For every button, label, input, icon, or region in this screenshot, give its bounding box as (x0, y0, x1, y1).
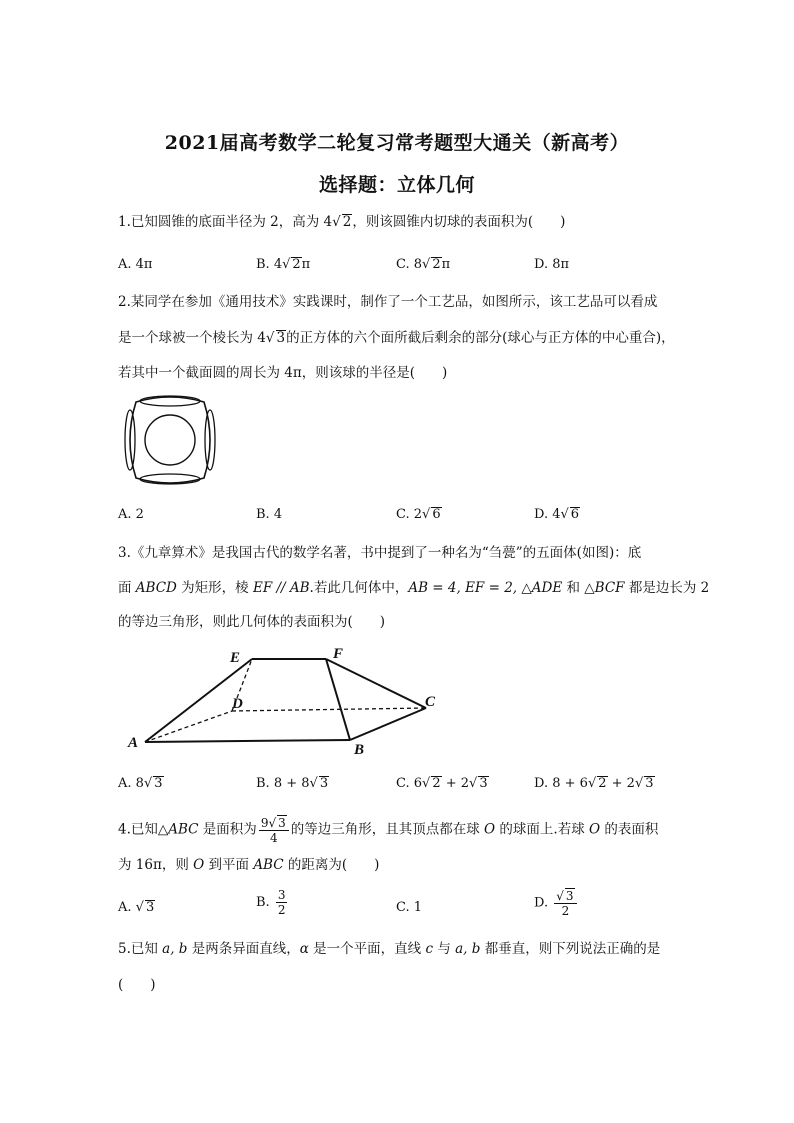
q4-l1-g: O (589, 821, 601, 838)
q2-option-d[interactable]: D. 4√ 6 (534, 507, 580, 522)
q4-option-b-pre: B. (256, 895, 274, 910)
q3-option-c[interactable]: C. 6√ 2 + 2√ 3 (396, 776, 488, 791)
q3-l2-d: EF // AB (252, 580, 310, 596)
q4-option-d-pre: D. (534, 895, 553, 911)
q1-stem-pre: 1.已知圆锥的底面半径为 2，高为 4 (118, 214, 333, 230)
q3-option-d-mid: + 2 (607, 776, 635, 791)
q1-option-b-pre: B. 4 (256, 257, 283, 272)
q2-option-c[interactable]: C. 2√ 6 (396, 507, 441, 522)
q4-l2-d: ABC (253, 857, 284, 873)
q5-l1-d: α (299, 941, 309, 957)
q3-stem-line3: 的等边三角形，则此几何体的表面积为( ) (118, 614, 386, 630)
edge-ad-hidden (145, 711, 232, 742)
q3-option-a[interactable]: A. 8√ 3 (118, 776, 163, 791)
q1-option-a[interactable]: A. 4π (118, 257, 153, 272)
edge-fc (326, 659, 426, 708)
q1-option-b[interactable]: B. 4√ 2π (256, 257, 311, 272)
q2-line2-pre: 是一个球被一个棱长为 4 (118, 330, 266, 346)
q4-option-d[interactable] (534, 888, 579, 918)
q2-option-d-pre: D. 4 (534, 507, 561, 522)
q4-fraction-num: 9√ 3 (259, 815, 289, 831)
q4-stem-line2 (118, 855, 379, 875)
q4-frac-radicand: 3 (278, 816, 286, 830)
q5-l1-a: 5.已知 (118, 941, 163, 957)
q1-option-c-pre: C. 8 (396, 257, 423, 272)
edge-fb (326, 659, 350, 740)
q3-option-d-radicand1: 2 (598, 776, 607, 791)
q3-option-d-pre: D. 8 + 6 (534, 776, 588, 791)
q4-l1-f: 的球面上.若球 (495, 821, 589, 838)
q1-stem: 1.已知圆锥的底面半径为 2，高为 4√ 2，则该圆锥内切球的表面积为( ) (118, 214, 566, 230)
q5-l1-h: a, b (455, 941, 481, 957)
q4-l1-h: 的表面积 (600, 821, 659, 838)
q2-option-c-radicand: 6 (432, 507, 441, 522)
q3-stem-line1: 3.《九章算术》是我国古代的数学名著，书中提到了一种名为“刍甍”的五面体(如图)：底 (118, 545, 642, 561)
q3-option-a-pre: A. 8 (118, 776, 144, 791)
q1-radicand: 2 (342, 214, 352, 230)
q3-option-c-radicand1: 2 (432, 776, 441, 791)
q1-option-b-radicand: 2 (292, 257, 301, 272)
q3-stem-line2 (118, 578, 709, 598)
q3-l2-b: ABCD (135, 580, 177, 596)
q1-option-b-post: π (301, 257, 311, 272)
q3-option-c-radicand2: 3 (479, 776, 488, 791)
q4-fraction-den: 4 (269, 831, 278, 845)
q4-l2-a: 为 16π，则 (118, 857, 194, 873)
q5-l1-b: a, b (162, 941, 188, 957)
label-c: C (425, 694, 436, 710)
q4-l1-b: ABC (168, 821, 199, 838)
q3-option-c-pre: C. 6 (396, 776, 423, 791)
label-b: B (354, 742, 365, 758)
q1-option-c-radicand: 2 (432, 257, 441, 272)
q4-option-b[interactable] (256, 888, 289, 917)
label-e: E (230, 650, 241, 666)
q4-l2-e: 的距离为( ) (283, 857, 380, 873)
q4-l1-e: O (484, 821, 496, 838)
q4-option-d-fraction (554, 888, 576, 918)
q1-option-c[interactable]: C. 8√ 2π (396, 257, 451, 272)
q4-option-c[interactable]: C. 1 (396, 900, 423, 915)
edge-ab (145, 740, 350, 742)
q4-option-b-fraction (276, 888, 288, 917)
q3-l2-c: 为矩形，棱 (176, 580, 253, 596)
q4-option-b-den: 2 (277, 903, 286, 917)
label-a: A (128, 735, 139, 751)
q2-option-c-pre: C. 2 (396, 507, 423, 522)
q4-option-a-radicand: 3 (145, 900, 155, 915)
q3-option-d-radicand2: 3 (645, 776, 654, 791)
q2-stem-line2: 是一个球被一个棱长为 4√ 3的正方体的六个面所截后剩余的部分(球心与正方体的中心重合)， (118, 330, 675, 346)
q3-option-d[interactable]: D. 8 + 6√ 2 + 2√ 3 (534, 776, 654, 791)
q4-l1-d: 的等边三角形，且其顶点都在球 (290, 821, 485, 838)
q4-frac-num-coef: 9 (260, 816, 269, 830)
q2-stem-line3: 若其中一个截面圆的周长为 4π，则该球的半径是( ) (118, 365, 448, 381)
q4-option-a-pre: A. (118, 900, 136, 915)
q4-stem-line1 (118, 815, 658, 845)
q2-radicand: 3 (276, 330, 286, 346)
label-f: F (333, 646, 344, 662)
q1-stem-post: ，则该圆锥内切球的表面积为( ) (352, 214, 566, 230)
q2-option-a[interactable]: A. 2 (118, 507, 144, 522)
q3-l2-e: .若此几何体中， (309, 580, 409, 596)
q4-option-d-den: 2 (561, 904, 570, 918)
page-subtitle: 选择题：立体几何 (318, 174, 475, 196)
q2-option-d-radicand: 6 (570, 507, 580, 522)
q3-option-b-radicand: 3 (319, 776, 329, 791)
q3-option-a-radicand: 3 (154, 776, 163, 791)
q4-option-d-radicand: 3 (565, 889, 574, 903)
q5-l1-f: c (425, 941, 434, 957)
q2-figure-cut-sphere (122, 394, 218, 486)
q2-line2-post: 的正方体的六个面所截后剩余的部分(球心与正方体的中心重合)， (286, 330, 675, 346)
q5-l1-c: 是两条异面直线， (187, 941, 300, 957)
q4-option-b-num: 3 (277, 888, 286, 902)
q3-l2-g: 和 (562, 580, 585, 596)
q4-fraction (259, 815, 289, 845)
q1-option-c-post: π (441, 257, 451, 272)
q4-option-d-num: √ 3 (554, 888, 576, 904)
q4-option-a[interactable]: A. √ 3 (118, 900, 155, 915)
q5-l1-g: 与 (433, 941, 456, 957)
q3-l2-f: AB = 4, EF = 2, △ADE (408, 580, 563, 596)
q2-option-b[interactable]: B. 4 (256, 507, 283, 522)
q4-l1-a: 4.已知△ (118, 821, 169, 838)
q3-option-c-mid: + 2 (441, 776, 470, 791)
edge-bc (350, 708, 426, 740)
q5-l1-i: 都垂直，则下列说法正确的是 (480, 941, 661, 957)
q5-stem-line2: ( ) (118, 977, 156, 993)
q5-stem-line1 (118, 939, 660, 959)
edge-dc-hidden (232, 708, 426, 711)
q3-figure-pentahedron (120, 640, 450, 760)
q2-stem-line1: 2.某同学在参加《通用技术》实践课时，制作了一个工艺品，如图所示，该工艺品可以看成 (118, 294, 658, 310)
q4-l2-b: O (193, 857, 205, 873)
q3-option-b[interactable]: B. 8 + 8√ 3 (256, 776, 329, 791)
q3-l2-h: △BCF (584, 580, 625, 596)
q3-option-b-pre: B. 8 + 8 (256, 776, 310, 791)
label-d: D (232, 696, 243, 712)
q1-option-d[interactable]: D. 8π (534, 257, 570, 272)
q3-l2-i: 都是边长为 2 (624, 580, 710, 596)
page-title: 2021届高考数学二轮复习常考题型大通关（新高考） (164, 132, 630, 154)
q3-l2-a: 面 (118, 580, 136, 596)
q4-l2-c: 到平面 (204, 857, 254, 873)
q5-l1-e: 是一个平面，直线 (308, 941, 426, 957)
q4-l1-c: 是面积为 (198, 821, 257, 838)
